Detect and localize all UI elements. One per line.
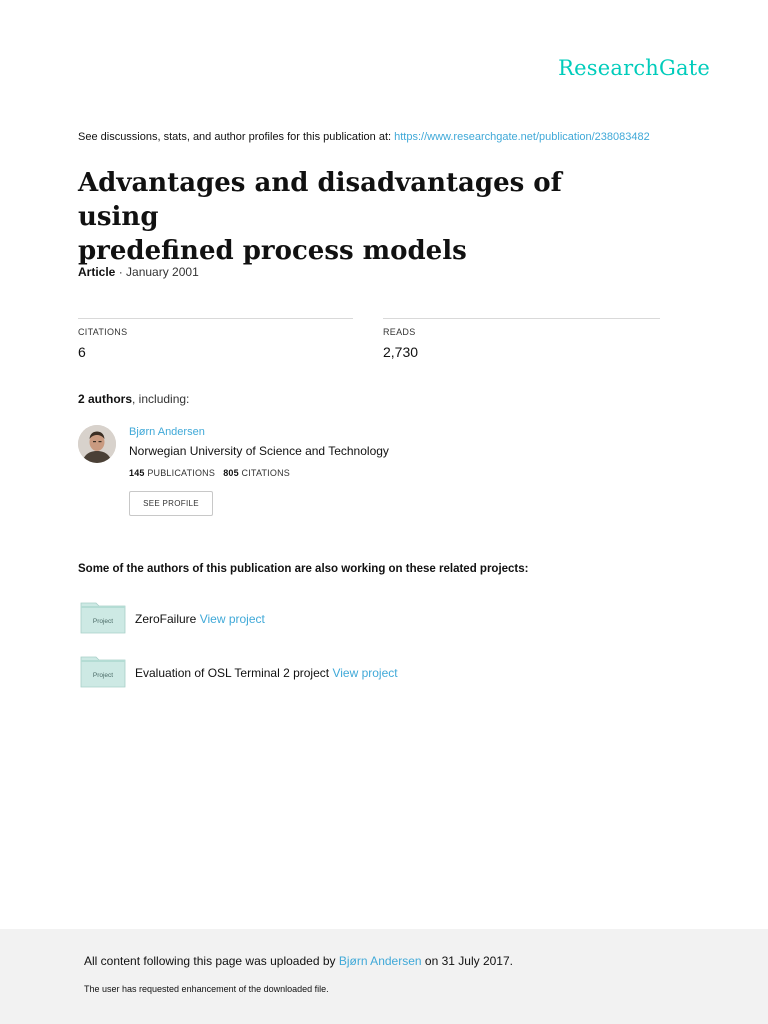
author-photo-icon: [78, 425, 116, 463]
reads-label: READS: [383, 327, 416, 337]
author-publications-label: PUBLICATIONS: [147, 468, 216, 478]
author-publications-count: 145: [129, 468, 145, 478]
author-institution: Norwegian University of Science and Technology: [129, 444, 389, 458]
uploaded-prefix: All content following this page was uploaded by: [84, 954, 336, 968]
uploaded-suffix: on 31 July 2017.: [424, 954, 513, 968]
title-line-1: Advantages and disadvantages of using: [78, 168, 562, 232]
project-name: ZeroFailure: [135, 612, 197, 626]
authors-count-line: [78, 392, 189, 406]
project-folder-icon: [80, 600, 126, 634]
citations-stat: [78, 318, 353, 360]
reads-stat: [383, 318, 660, 360]
publication-meta: [78, 265, 199, 279]
citations-value: 6: [78, 344, 86, 360]
title-line-2: predefined process models: [78, 236, 467, 266]
authors-including: , including:: [132, 392, 190, 406]
authors-count: 2 authors: [78, 392, 133, 406]
enhancement-note: The user has requested enhancement of the downloaded file.: [84, 984, 329, 994]
see-discussions-line: [78, 131, 650, 143]
publication-date: January 2001: [126, 265, 199, 279]
view-project-link[interactable]: View project: [199, 612, 265, 626]
project-name: Evaluation of OSL Terminal 2 project: [135, 666, 330, 680]
project-item: [80, 654, 640, 690]
meta-separator: ·: [115, 265, 127, 279]
publication-title: [78, 166, 638, 268]
project-icon-label: Project: [92, 672, 114, 679]
view-project-link[interactable]: View project: [332, 666, 398, 680]
see-profile-button[interactable]: SEE PROFILE: [129, 491, 213, 516]
see-discussions-text: See discussions, stats, and author profiles for this publication at:: [78, 131, 392, 143]
footer: [0, 929, 768, 1024]
citations-label: CITATIONS: [78, 327, 128, 337]
author-citations-label: CITATIONS: [241, 468, 290, 478]
researchgate-logo[interactable]: ResearchGate: [558, 56, 710, 80]
uploader-link[interactable]: Bjørn Andersen: [338, 954, 422, 968]
author-citations-count: 805: [223, 468, 239, 478]
publication-type: Article: [78, 265, 116, 279]
project-text: [135, 666, 398, 680]
avatar[interactable]: [78, 425, 116, 463]
uploaded-by-line: [84, 954, 513, 968]
author-card: [78, 425, 638, 525]
related-projects-heading: Some of the authors of this publication are also working on these related projects:: [78, 563, 529, 575]
project-text: [135, 612, 265, 626]
project-icon-label: Project: [92, 618, 114, 625]
project-folder-icon: [80, 654, 126, 688]
author-stats: [129, 468, 290, 478]
publication-url-link[interactable]: https://www.researchgate.net/publication/238083482: [394, 131, 650, 143]
project-item: [80, 600, 640, 636]
reads-value: 2,730: [383, 344, 419, 360]
author-name-link[interactable]: Bjørn Andersen: [129, 426, 205, 438]
